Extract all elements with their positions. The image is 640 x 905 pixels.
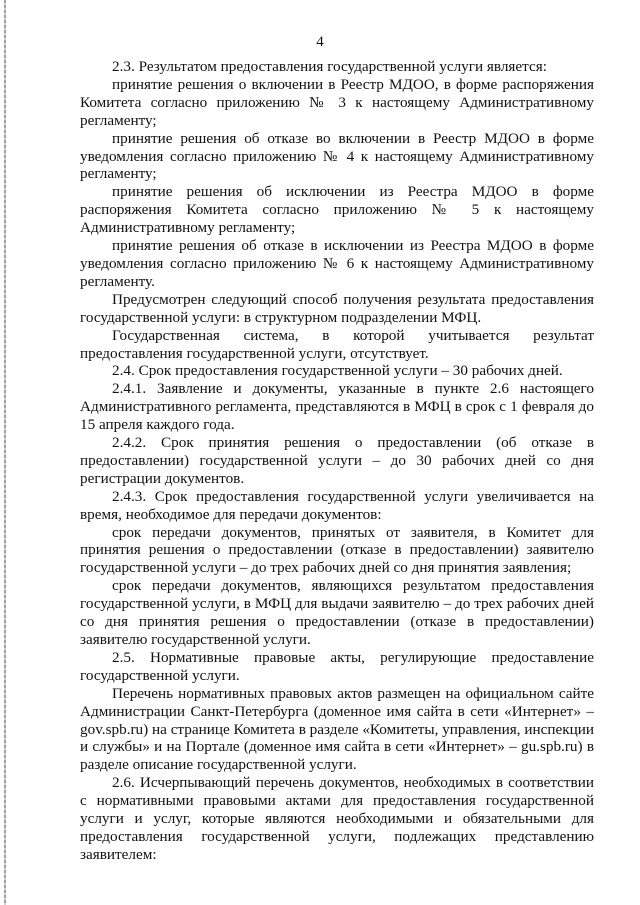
page-text bbox=[80, 58, 594, 864]
paragraph-2-4-2: 2.4.2. Срок принятия решения о предоставлении (об отказе в предоставлении) государственной услуги – до 30 рабочих дней со дня регистрации документов. bbox=[80, 434, 594, 487]
paragraph-2-4-1: 2.4.1. Заявление и документы, указанные в пункте 2.6 настоящего Административного регламента, представляются в МФЦ в срок с 1 февраля до 15 апреля каждого года. bbox=[80, 380, 594, 434]
paragraph-transfer-to-committee: срок передачи документов, принятых от заявителя, в Комитет для принятия решения о предоставлении (отказе в предоставлении) заявителю государственной услуги – до трех рабочих дней со дня принятия заявления; bbox=[80, 523, 594, 577]
paragraph-transfer-to-mfc: срок передачи документов, являющихся результатом предоставления государственной услуги, в МФЦ для выдачи заявителю – до трех рабочих дней со дня принятия решения о предоставлении (отказе в предоставлении) заявителю государственной услуги. bbox=[80, 577, 594, 648]
paragraph-result-include: принятие решения о включении в Реестр МДОО, в форме распоряжения Комитета согласно приложению № 3 к настоящему Административному регламенту; bbox=[80, 75, 594, 129]
paragraph-legal-acts-list: Перечень нормативных правовых актов размещен на официальном сайте Администрации Санкт-Петербурга (доменное имя сайта в сети «Интернет» –gov.spb.ru) на странице Комитета в разделе «Комитеты, управления, инспекции и службы» и на Портале (доменное имя сайта в сети «Интернет» – gu.spb.ru) в разделе описание государственной услуги. bbox=[80, 684, 594, 774]
paragraph-result-exclude: принятие решения об исключении из Реестра МДОО в форме распоряжения Комитета согласно приложению № 5 к настоящему Административному регламенту; bbox=[80, 183, 594, 237]
page-number: 4 bbox=[316, 34, 324, 50]
paragraph-2-6: 2.6. Исчерпывающий перечень документов, необходимых в соответствии с нормативными правовыми актами для предоставления государственной услуги и услуг, которые являются необходимыми и обязательными для предоставления государственной услуги, подлежащих представлению заявителем: bbox=[80, 774, 594, 863]
paragraph-2-5: 2.5. Нормативные правовые акты, регулирующие предоставление государственной услуги. bbox=[80, 648, 594, 684]
paragraph-2-3: 2.3. Результатом предоставления государственной услуги является: bbox=[112, 58, 547, 75]
paragraph-state-system: Государственная система, в которой учитывается результат предоставления государственной услуги, отсутствует. bbox=[80, 326, 594, 362]
paragraph-result-method: Предусмотрен следующий способ получения результата предоставления государственной услуги: в структурном подразделении МФЦ. bbox=[80, 290, 594, 326]
paragraph-2-4: 2.4. Срок предоставления государственной услуги – 30 рабочих дней. bbox=[112, 362, 563, 380]
paragraph-2-4-3: 2.4.3. Срок предоставления государственной услуги увеличивается на время, необходимое для передачи документов: bbox=[80, 487, 594, 523]
paragraph-result-refuse-exclude: принятие решения об отказе в исключении из Реестра МДОО в форме уведомления согласно приложению № 6 к настоящему Административному регламенту. bbox=[80, 237, 594, 290]
paragraph-result-refuse-include: принятие решения об отказе во включении в Реестр МДОО в форме уведомления согласно приложению № 4 к настоящему Административному регламенту; bbox=[80, 129, 594, 183]
scan-edge bbox=[4, 0, 6, 905]
